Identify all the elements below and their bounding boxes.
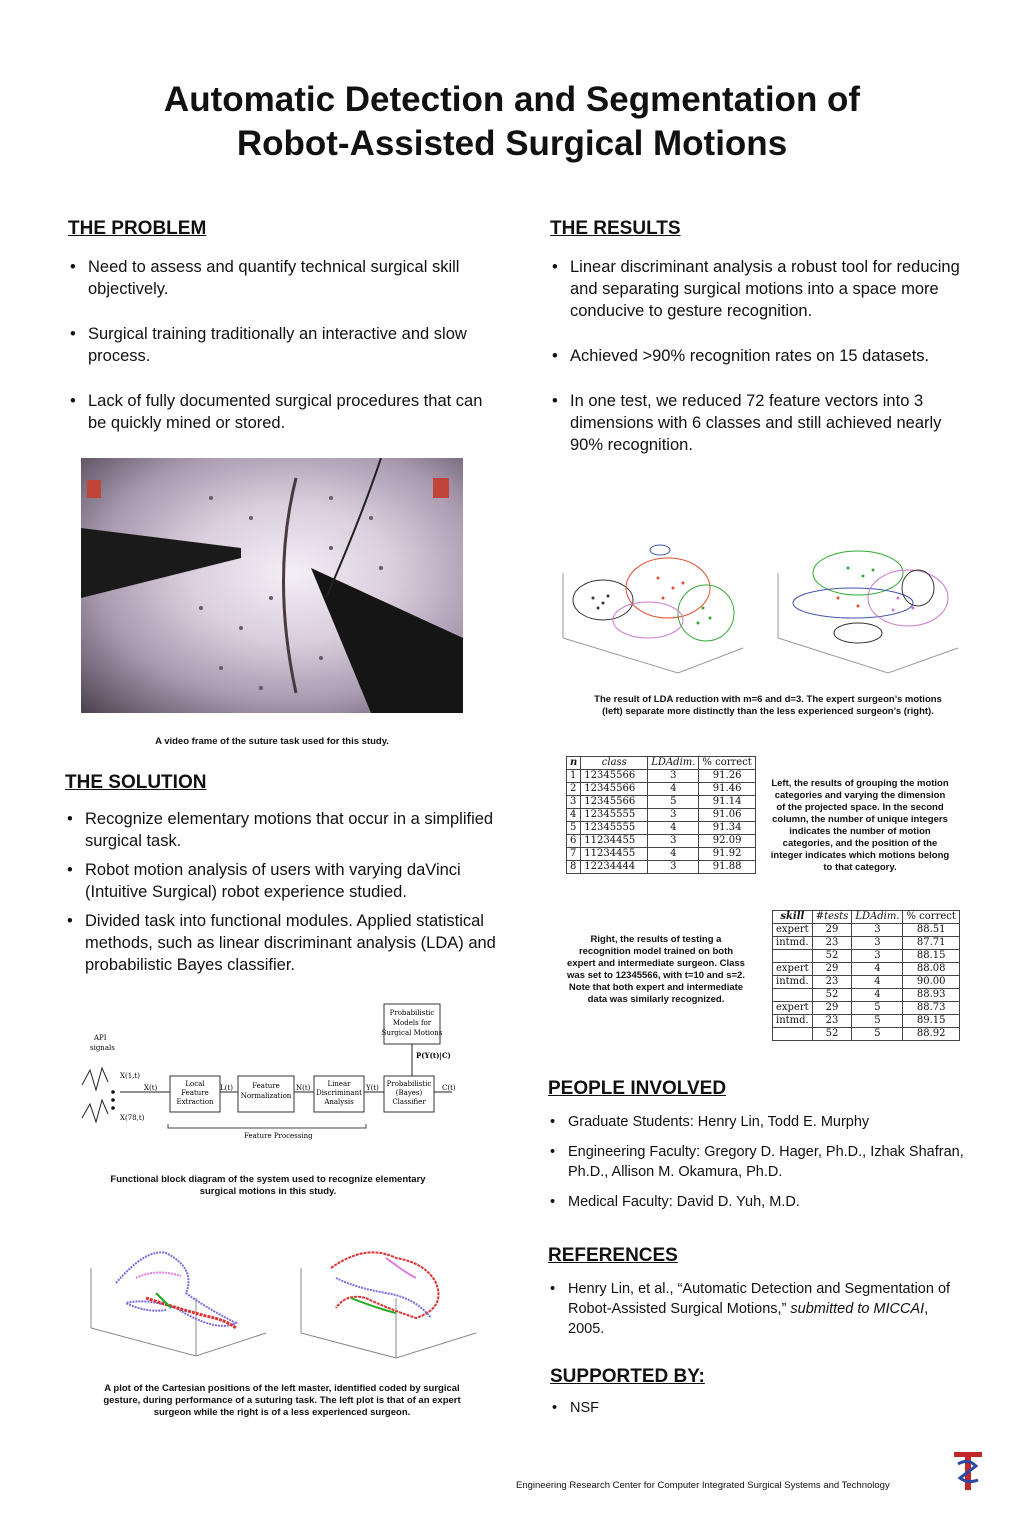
table-row: 52 3 88.15 — [773, 950, 960, 963]
table-row: expert 29 5 88.73 — [773, 1002, 960, 1015]
reference-venue: submitted to MICCAI — [790, 1301, 925, 1317]
results-bullet-2: • Achieved >90% recognition rates on 15 datasets. — [550, 345, 970, 367]
solution-bullets — [65, 808, 520, 976]
table-row: 1 12345566 3 91.26 — [567, 770, 756, 783]
svg-text:Probabilistic: Probabilistic — [386, 1080, 432, 1088]
diagram-caption: Functional block diagram of the system used to recognize elementary surgical motions in this study. — [110, 1174, 426, 1197]
people-bullet-3: • Medical Faculty: David D. Yuh, M.D. — [548, 1192, 968, 1212]
svg-text:Classifier: Classifier — [392, 1098, 426, 1106]
marker-right — [433, 478, 449, 498]
table-row: intmd. 23 3 87.71 — [773, 937, 960, 950]
diagram-signals-label: signals — [90, 1044, 115, 1052]
table2-header-correct: % correct — [903, 911, 959, 924]
problem-bullet-2: • Surgical training traditionally an interactive and slow process. — [68, 323, 488, 367]
people-heading: PEOPLE INVOLVED — [548, 1078, 727, 1099]
diagram-nt: N(t) — [296, 1084, 311, 1092]
table1-header-class: class — [581, 757, 648, 770]
table1-header-n: n — [567, 757, 581, 770]
table2-caption: Right, the results of testing a recognition model trained on both expert and intermediate surgeon. Class was set to 12345566, with t=10 and s=2. Note that both expert and intermediate data was similarly recognized. — [567, 934, 745, 1005]
supported-heading: SUPPORTED BY: — [550, 1366, 705, 1387]
people-bullets — [548, 1112, 968, 1212]
cartesian-caption: A plot of the Cartesian positions of the left master, identified coded by surgical gesture, during performance of a suturing task. The left plot is that of an expert surgeon while the right is of a less experienced surgeon. — [103, 1383, 461, 1418]
solution-heading: THE SOLUTION — [65, 772, 207, 793]
supported-list — [550, 1398, 970, 1418]
table-row: 5 12345555 4 91.34 — [567, 822, 756, 835]
lda-scatter-plots — [548, 538, 968, 683]
surgical-scene-illustration — [81, 458, 463, 713]
instrument-left — [81, 528, 241, 598]
svg-text:(Bayes): (Bayes) — [395, 1089, 423, 1097]
table-row: 52 5 88.92 — [773, 1028, 960, 1041]
cartesian-plot-novice — [301, 1252, 476, 1358]
title-line-2: Robot-Assisted Surgical Motions — [236, 124, 788, 163]
table1-header-correct: % correct — [699, 757, 755, 770]
table-row: 4 12345555 3 91.06 — [567, 809, 756, 822]
footer-text: Engineering Research Center for Computer Integrated Surgical Systems and Technology — [516, 1480, 890, 1491]
table-row: 52 4 88.93 — [773, 989, 960, 1002]
svg-text:Feature: Feature — [252, 1082, 280, 1090]
table-row: 3 12345566 5 91.14 — [567, 796, 756, 809]
class-ellipse-red — [626, 558, 710, 618]
references-heading: REFERENCES — [548, 1245, 678, 1266]
diagram-yt: Y(t) — [366, 1084, 379, 1092]
thread — [326, 458, 381, 598]
poster-title — [60, 78, 964, 166]
table-row: 2 12345566 4 91.46 — [567, 783, 756, 796]
lda-caption: The result of LDA reduction with m=6 and d=3. The expert surgeon’s motions (left) separate more distinctly than the less experienced surgeon’s (right). — [594, 694, 942, 717]
marker-left — [87, 480, 101, 498]
table1-header-lda: LDAdim. — [648, 757, 699, 770]
lda-plot-expert — [563, 545, 743, 673]
table2-header-tests: #tests — [812, 911, 852, 924]
svg-text:Surgical Motions: Surgical Motions — [381, 1029, 443, 1037]
erc-logo — [950, 1450, 986, 1492]
instrument-right — [311, 568, 463, 713]
svg-text:Models for: Models for — [392, 1019, 432, 1027]
problem-bullets — [68, 256, 488, 434]
class-ellipse-pink — [613, 602, 683, 638]
problem-bullet-1: • Need to assess and quantify technical surgical skill objectively. — [68, 256, 488, 300]
table-row: expert 29 3 88.51 — [773, 924, 960, 937]
svg-text:Feature: Feature — [181, 1089, 209, 1097]
block-diagram — [80, 1000, 470, 1150]
table-row: intmd. 23 5 89.15 — [773, 1015, 960, 1028]
problem-section — [68, 218, 488, 434]
table-row: 6 11234455 3 92.09 — [567, 835, 756, 848]
people-bullet-1: • Graduate Students: Henry Lin, Todd E. Murphy — [548, 1112, 968, 1132]
signal-wave-2 — [82, 1100, 108, 1122]
results-bullets — [550, 256, 970, 456]
diagram-x1: X(1,t) — [120, 1072, 140, 1080]
diagram-lt: L(t) — [220, 1084, 233, 1092]
table-row: 8 12234444 3 91.88 — [567, 861, 756, 874]
reference-item — [548, 1279, 968, 1339]
video-caption: A video frame of the suture task used for this study. — [155, 736, 389, 747]
class-ellipse-blue-2 — [793, 588, 913, 618]
solution-bullet-1: • Recognize elementary motions that occur in a simplified surgical task. — [65, 808, 520, 852]
block-diagram-svg — [80, 1000, 470, 1150]
diagram-feature-processing: Feature Processing — [244, 1132, 313, 1140]
table1 — [566, 756, 756, 874]
lda-scatter-svg — [548, 538, 968, 683]
title-line-1: Automatic Detection and Segmentation of — [163, 80, 861, 119]
diagram-x78: X(78,t) — [120, 1114, 145, 1122]
problem-bullet-3: • Lack of fully documented surgical procedures that can be quickly mined or stored. — [68, 390, 488, 434]
table-row: expert 29 4 88.08 — [773, 963, 960, 976]
table2 — [772, 910, 960, 1041]
class-ellipse-green — [678, 585, 734, 641]
references-section — [548, 1245, 968, 1339]
suture-video-frame — [81, 458, 463, 713]
reference-text: Henry Lin, et al., “Automatic Detection and Segmentation of Robot-Assisted Surgical Motions,” — [568, 1281, 951, 1317]
table1-caption: Left, the results of grouping the motion categories and varying the dimension of the projected space. In the second column, the number of unique integers indicates the number of motion categories, and the position of the integer indicates which motions belong to that category. — [770, 778, 950, 873]
class-ellipse-black — [573, 580, 633, 620]
table-skill-results — [772, 910, 960, 1041]
problem-heading: THE PROBLEM — [68, 218, 207, 239]
table2-header-skill: skill — [773, 911, 813, 924]
class-ellipse-pink-2 — [868, 570, 948, 626]
diagram-ct: C(t) — [442, 1084, 456, 1092]
cartesian-plot-expert — [91, 1252, 266, 1356]
table-row: 7 11234455 4 91.92 — [567, 848, 756, 861]
svg-text:Linear: Linear — [327, 1080, 351, 1088]
lda-plot-novice — [778, 551, 958, 673]
people-bullet-2: • Engineering Faculty: Gregory D. Hager, Ph.D., Izhak Shafran, Ph.D., Allison M. Okamura, Ph.D. — [548, 1142, 968, 1182]
references-list — [548, 1279, 968, 1339]
cartesian-plots-svg — [86, 1238, 476, 1368]
svg-text:Normalization: Normalization — [240, 1092, 292, 1100]
results-heading: THE RESULTS — [550, 218, 681, 239]
table-row: intmd. 23 4 90.00 — [773, 976, 960, 989]
solution-bullet-3: • Divided task into functional modules. Applied statistical methods, such as linear discriminant analysis (LDA) and probabilistic Bayes classifier. — [65, 910, 520, 976]
svg-text:Extraction: Extraction — [176, 1098, 214, 1106]
solution-section — [65, 772, 520, 976]
class-ellipse-blue — [650, 545, 670, 555]
svg-text:Local: Local — [185, 1080, 205, 1088]
results-bullet-1: • Linear discriminant analysis a robust tool for reducing and separating surgical motions into a space more conducive to gesture recognition. — [550, 256, 970, 322]
class-ellipse-black-2 — [902, 570, 934, 606]
suture-line — [284, 478, 297, 693]
cartesian-plots — [86, 1238, 476, 1368]
supported-item: • NSF — [550, 1398, 970, 1418]
svg-text:Probabilistic: Probabilistic — [389, 1009, 435, 1017]
results-bullet-3: • In one test, we reduced 72 feature vectors into 3 dimensions with 6 classes and still achieved nearly 90% recognition. — [550, 390, 970, 456]
svg-text:Analysis: Analysis — [324, 1098, 354, 1106]
diagram-api-label: API — [94, 1034, 107, 1042]
reference-year: , 2005. — [568, 1301, 929, 1337]
signal-wave-1 — [82, 1068, 108, 1090]
diagram-pyc: P(Y(t)|C) — [416, 1051, 451, 1060]
table-motion-grouping — [566, 756, 756, 874]
results-section — [550, 218, 970, 456]
supported-section — [550, 1366, 970, 1418]
class-ellipse-grey-2 — [834, 623, 882, 643]
solution-bullet-2: • Robot motion analysis of users with varying daVinci (Intuitive Surgical) robot experience studied. — [65, 859, 520, 903]
table2-header-lda: LDAdim. — [852, 911, 903, 924]
erc-logo-icon — [950, 1450, 986, 1492]
diagram-xt: X(t) — [144, 1084, 158, 1092]
svg-text:Discriminant: Discriminant — [316, 1089, 362, 1097]
people-section — [548, 1078, 968, 1212]
